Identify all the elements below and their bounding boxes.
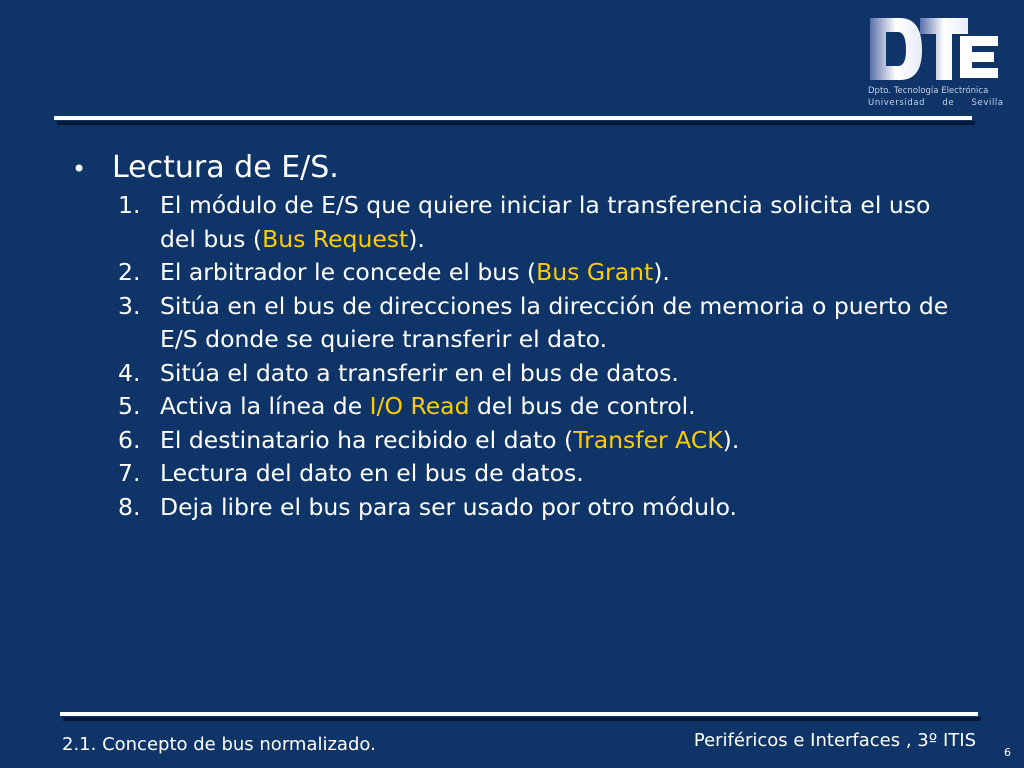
highlight-term: Bus Grant xyxy=(536,258,654,286)
highlight-term: Transfer ACK xyxy=(573,425,723,454)
highlight-term: I/O Read xyxy=(369,392,470,420)
heading-text: Lectura de E/S. xyxy=(112,150,339,185)
slide-content xyxy=(70,148,970,524)
list-item: 1. El módulo de E/S que quiere iniciar la transferencia solicita el uso del bus (Bus Request). xyxy=(118,191,931,253)
list-item: 2. El arbitrador le concede el bus (Bus Grant). xyxy=(118,258,670,286)
bullet-heading xyxy=(70,148,970,189)
list-item: 8. Deja libre el bus para ser usado por otro módulo. xyxy=(118,492,738,521)
footer-course-title: Periféricos e Interfaces , 3º ITIS xyxy=(693,730,976,751)
page-number: 6 xyxy=(1004,746,1011,759)
list-item: 5. Activa la línea de I/O Read del bus de control. xyxy=(118,392,696,420)
logo-university: Universidad de Sevilla xyxy=(868,98,1004,108)
dte-logo xyxy=(866,12,1006,112)
bullet-icon: • xyxy=(72,155,87,183)
footer-section-title: 2.1. Concepto de bus normalizado. xyxy=(62,734,376,755)
logo-department: Dpto. Tecnología Electrónica xyxy=(868,86,989,96)
list-item: 6. El destinatario ha recibido el dato (Transfer ACK). xyxy=(118,425,740,454)
list-item: 4. Sitúa el dato a transferir en el bus de datos. xyxy=(118,358,679,387)
steps-list xyxy=(70,189,970,524)
top-divider xyxy=(54,116,972,120)
bottom-divider xyxy=(60,712,978,716)
highlight-term: Bus Request xyxy=(262,224,409,253)
dte-logo-mark xyxy=(866,12,1006,84)
list-item: 3. Sitúa en el bus de direcciones la dirección de memoria o puerto de E/S donde se quiere transferir el dato. xyxy=(118,291,949,353)
list-item: 7. Lectura del dato en el bus de datos. xyxy=(118,459,584,487)
